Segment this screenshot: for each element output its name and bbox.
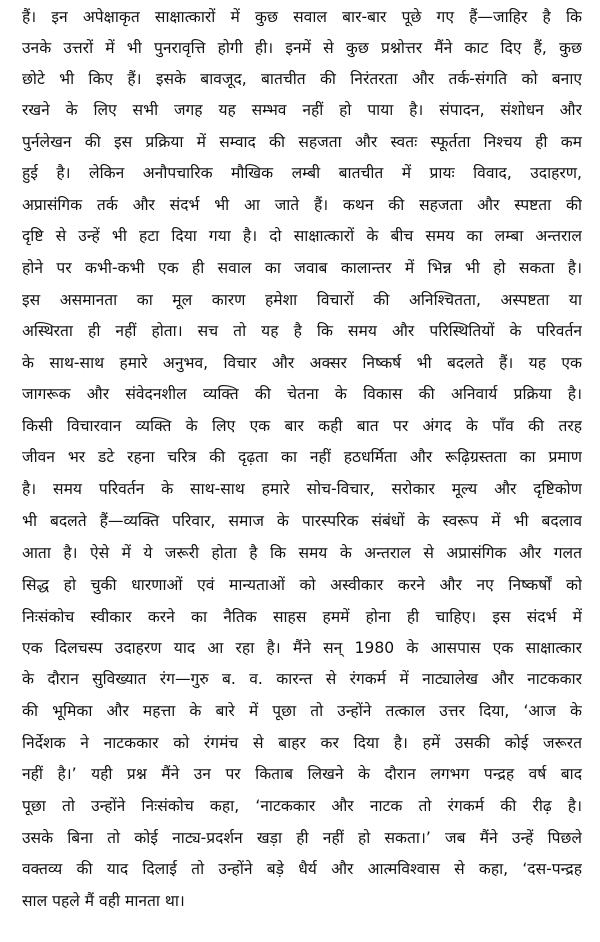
text-line: नहीं है।’ यही प्रश्न मैंने उन पर किताब लिखने के दौरान लगभग पन्द्रह वर्ष बाद [22,765,582,783]
text-line: वक्तव्य की याद दिलाई तो उन्होंने बड़े धैर्य और आत्मविश्वास से कहा, ‘दस-पन्द्रह [22,860,582,878]
text-line: निःसंकोच स्वीकार करने का नैतिक साहस हममें होना ही चाहिए। इस संदर्भ में [22,608,582,626]
text-line: के दौरान सुविख्यात रंग—गुरु ब. व. कारन्त से रंगकर्म में नाट्यालेख और नाटककार [22,670,582,688]
text-line: छोटे भी किए हैं। इसके बावजूद, बातचीत की निरंतरता और तर्क-संगति को बनाए [22,70,582,88]
text-line: पुर्नलेखन की इस प्रक्रिया में सम्वाद की सहजता और स्वतः स्फूर्तता निश्चय ही कम [22,133,582,151]
text-line: की भूमिका और महत्ता के बारे में पूछा तो उन्होंने तत्काल उत्तर दिया, ‘आज के [22,702,582,720]
text-line: किसी विचारवान व्यक्ति के लिए एक बार कही बात पर अंगद के पाँव की तरह [22,417,582,435]
text-line: उसके बिना तो कोई नाट्य-प्रदर्शन खड़ा ही नहीं हो सकता।’ जब मैंने उन्हें पिछले [22,829,582,847]
text-line: हैं। इन अपेक्षाकृत साक्षात्कारों में कुछ सवाल बार-बार पूछे गए हैं—जाहिर है कि [22,8,582,26]
text-line: हुई है। लेकिन अनौपचारिक मौखिक लम्बी बातचीत में प्रायः विवाद, उदाहरण, [22,164,582,182]
text-line: भी बदलते हैं—व्यक्ति परिवार, समाज के पारस्परिक संबंधों के स्वरूप में भी बदलाव [22,512,582,530]
text-line: रखने के लिए सभी जगह यह सम्भव नहीं हो पाया है। संपादन, संशोधन और [22,101,582,119]
text-line: अस्थिरता ही नहीं होता। सच तो यह है कि समय और परिस्थितियों के परिवर्तन [22,322,582,340]
text-line: साल पहले मैं वही मानता था। [22,892,185,910]
text-line: है। समय परिवर्तन के साथ-साथ हमारे सोच-विचार, सरोकार मूल्य और दृष्टिकोण [22,480,582,498]
text-line: निर्देशक ने नाटककार को रंगमंच से बाहर कर दिया है। हमें उसकी कोई जरूरत [22,734,582,752]
document-page [22,0,582,942]
text-line: आता है। ऐसे में ये जरूरी होता है कि समय के अन्तराल से अप्रासंगिक और गलत [22,544,582,562]
text-line: जागरूक और संवेदनशील व्यक्ति की चेतना के विकास की अनिवार्य प्रक्रिया है। [22,385,582,403]
text-line: उनके उत्तरों में भी पुनरावृत्ति होगी ही। इनमें से कुछ प्रश्नोत्तर मैंने काट दिए हैं, कुछ [22,39,582,57]
text-line: दृष्टि से उन्हें भी हटा दिया गया है। दो साक्षात्कारों के बीच समय का लम्बा अन्तराल [22,227,582,245]
text-line: जीवन भर डटे रहना चरित्र की दृढ़ता का नहीं हठधर्मिता और रूढ़िग्रस्तता का प्रमाण [22,448,582,466]
text-line: पूछा तो उन्होंने निःसंकोच कहा, ‘नाटककार और नाटक तो रंगकर्म की रीढ़ है। [22,797,582,815]
text-line: के साथ-साथ हमारे अनुभव, विचार और अक्सर निष्कर्ष भी बदलते हैं। यह एक [22,354,582,372]
text-line: एक दिलचस्प उदाहरण याद आ रहा है। मैंने सन् 1980 के आसपास एक साक्षात्कार [22,639,582,657]
text-line: इस असमानता का मूल कारण हमेशा विचारों की अनिश्चितता, अस्पष्टता या [22,291,582,309]
text-line: होने पर कभी-कभी एक ही सवाल का जवाब कालान्तर में भिन्न भी हो सकता है। [22,259,582,277]
text-line: अप्रासंगिक तर्क और संदर्भ भी आ जाते हैं। कथन की सहजता और स्पष्टता की [22,196,582,214]
text-line: सिद्ध हो चुकी धारणाओं एवं मान्यताओं को अस्वीकार करने और नए निष्कर्षों को [22,576,582,594]
